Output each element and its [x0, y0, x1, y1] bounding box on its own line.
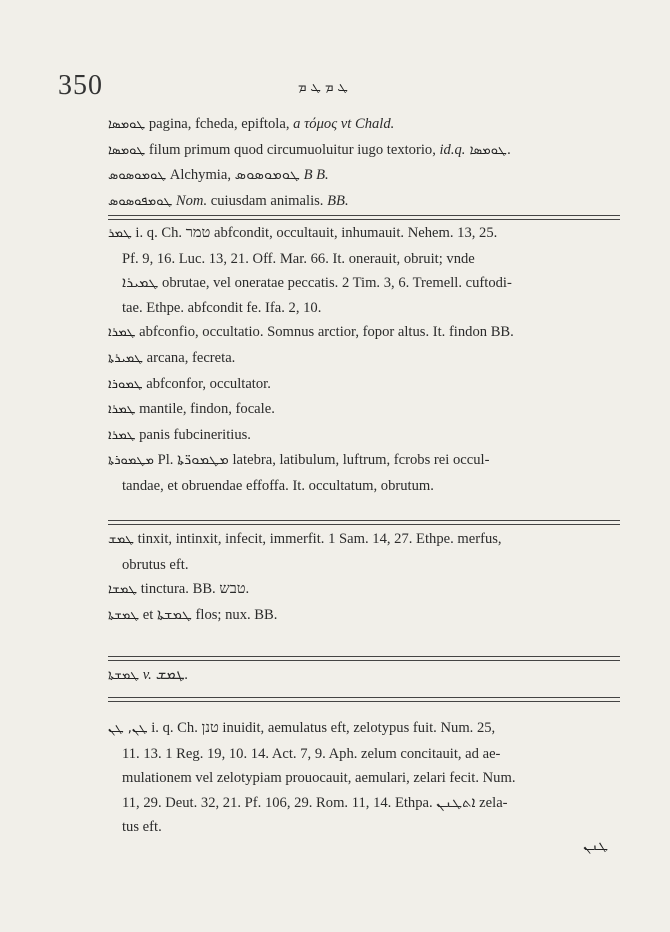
- section-4: [108, 663, 620, 689]
- headword: ܛܘܡܣܐ: [108, 117, 146, 132]
- definition: Alchymia, ܛܘܡܘܣܘܣ: [166, 167, 304, 184]
- section-divider: [108, 520, 620, 525]
- entry-panis: ܛܡܪܐ panis fubcineritius.: [108, 426, 251, 443]
- entry-alchymia: [108, 163, 620, 189]
- headword: ܛܡܝܪܬܐ: [108, 350, 143, 366]
- headword: ܛܘܡܘܣܘܣ: [108, 168, 167, 184]
- section-2: [108, 221, 620, 499]
- headword: ܛܡܘܪܐ: [108, 376, 143, 392]
- headword: ܛܡܪ: [108, 226, 132, 241]
- entry-tmar: ܛܡܪ i. q. Ch. טמר abfcondit, occultauit, inhumauit. Nehem. 13, 25. Pf. 9, 16. Luc. 13, 21. Off. Mar. 66. It. onerauit, obruit; vnde ܛܡܝܪܐ obrutae, vel oneratae peccatis. 2 Tim. 3, 6. Tremell. cuftodi- tae. Ethpe. abfcondit fe. Ifa. 2, 10.: [108, 225, 512, 316]
- entry-animal: [108, 189, 620, 215]
- headword: ܛܡܪܐ: [108, 427, 136, 443]
- headword: ܛܡܫܐ: [108, 582, 138, 598]
- section-divider: [108, 215, 620, 220]
- running-header-syriac: ܛ ܡ ܛ ܡ: [298, 80, 348, 95]
- section-3: [108, 527, 620, 628]
- cross-reference: ܛܘܡܣܐ.: [465, 142, 511, 158]
- source: B B.: [303, 167, 329, 184]
- definition: cuiusdam animalis.: [207, 192, 328, 209]
- entry-latebra: ܡܛܡܘܪܬܐ Pl. ܡܛܡܘܪ̈ܬܐ latebra, latibulum, luftrum, fcrobs rei occul- tandae, et obruendae effoffa. It. occultatum, obrutum.: [108, 452, 490, 494]
- headword: ܛܡܫܬܐ: [108, 607, 140, 623]
- entry-tomsa-pagina: [108, 112, 620, 138]
- headword: ܛܡܫܬܐ: [108, 668, 140, 683]
- entry-tmash: ܛܡܫ tinxit, intinxit, infecit, immerfit. 1 Sam. 14, 27. Ethpe. merfus, obrutus eft.: [108, 531, 502, 573]
- section-1: [108, 112, 620, 214]
- headword: ܛܢ, ܛܢ: [108, 721, 148, 736]
- entry-tan: ܛܢ, ܛܢ i. q. Ch. טנן inuidit, aemulatus eft, zelotypus fuit. Num. 25, 11. 13. 1 Reg. 19, 10. 14. Act. 7, 9. Aph. zelum concitauit, ad ae- mulationem vel zelotypiam prouocauit, aemulari, zelari fecit. Num. 11, 29. Deut. 32, 21. Pf. 106, 29. Rom. 11, 14. Ethpa. ܐܬܛܢܢ zela- tus eft.: [108, 720, 516, 836]
- entry-tmirata: ܛܡܝܪܬܐ arcana, fecreta.: [108, 349, 236, 366]
- catchword: ܛܢܢ: [583, 838, 608, 854]
- page-number: 350: [58, 70, 103, 101]
- headword: ܛܡܫ: [108, 532, 134, 547]
- reference: id.q.: [439, 141, 466, 158]
- etymology: a τόμος vt Chald.: [293, 116, 395, 132]
- definition: pagina, fcheda, epiftola,: [145, 116, 294, 132]
- headword: ܛܘܡܦܘܣܘܣ: [108, 193, 173, 209]
- section-5: [108, 716, 620, 840]
- entry-tmora: ܛܡܘܪܐ abfconfor, occultator.: [108, 375, 271, 392]
- definition: filum primum quod circumuoluitur iugo textorio,: [145, 141, 440, 158]
- entry-flos: ܛܡܫܬܐ et ܛܡܫܬܐ flos; nux. BB.: [108, 606, 278, 623]
- headword: ܡܛܡܘܪܬܐ: [108, 453, 154, 469]
- entry-tinctura: ܛܡܫܐ tinctura. BB. טבש.: [108, 581, 250, 598]
- headword: ܛܘܡܣܐ: [108, 142, 146, 158]
- entry-tomsa-filum: [108, 138, 620, 164]
- section-divider: [108, 697, 620, 702]
- nom-label: Nom.: [175, 192, 208, 209]
- entry-tmara: ܛܡܪܐ abfconfio, occultatio. Somnus arctior, fopor altus. It. findon BB.: [108, 324, 514, 341]
- entry-cross-ref: ܛܡܫܬܐ v. ܛܡܫ.: [108, 667, 189, 683]
- source: BB.: [327, 192, 349, 209]
- section-divider: [108, 656, 620, 661]
- headword: ܛܡܪܐ: [108, 402, 136, 418]
- headword: ܛܡܪܐ: [108, 325, 136, 341]
- entry-mantile: ܛܡܪܐ mantile, findon, focale.: [108, 401, 275, 418]
